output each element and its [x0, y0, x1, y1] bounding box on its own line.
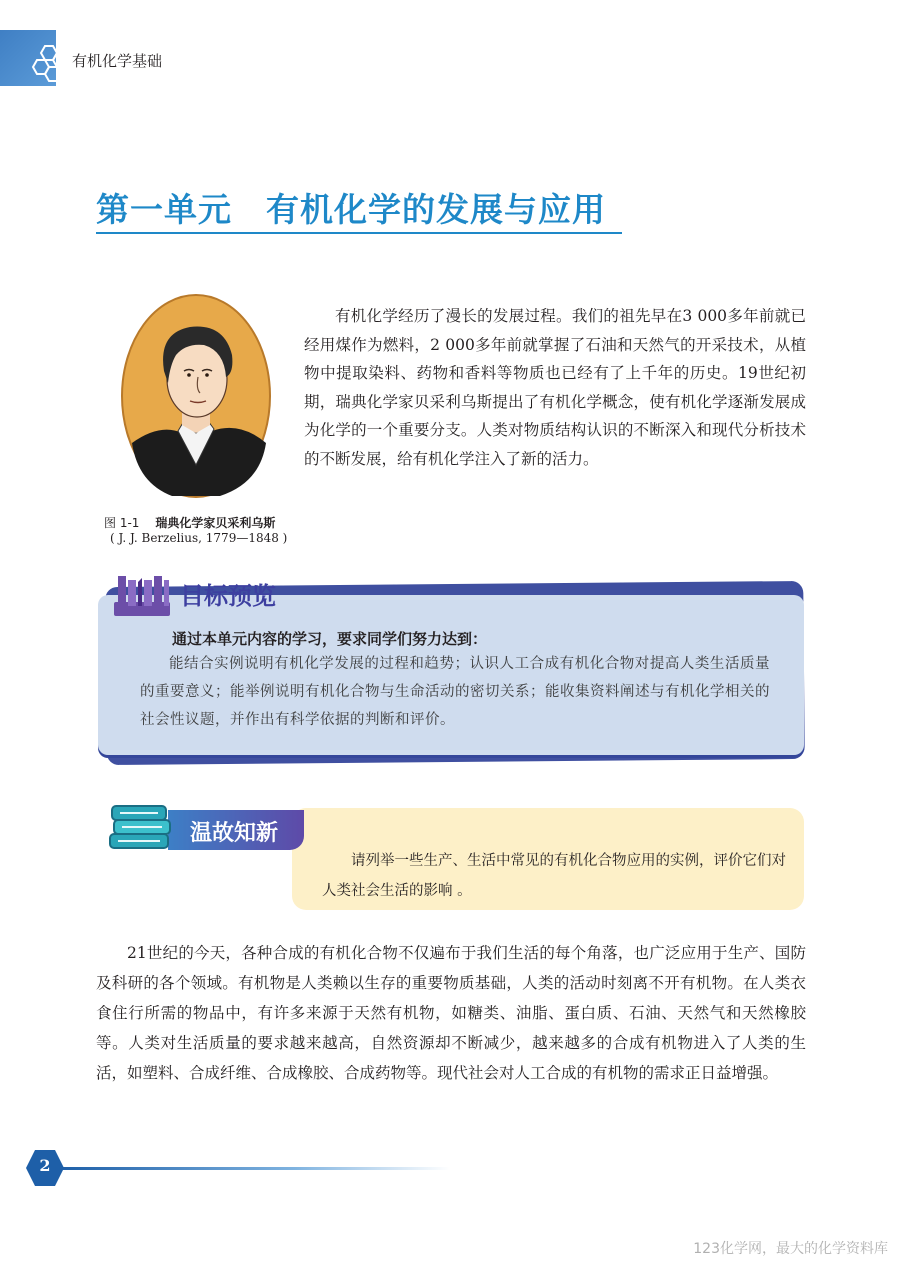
objectives-heading: 目标预览 [180, 582, 276, 610]
watermark: 123化学网，最大的化学资料库 [693, 1241, 888, 1257]
figure-caption-text: 瑞典化学家贝采利乌斯 [155, 516, 276, 530]
review-text: 请列举一些生产、生活中常见的有机化合物应用的实例，评价它们对人类社会生活的影响 。 [322, 853, 786, 899]
unit-title: 有机化学的发展与应用 [266, 190, 606, 229]
figure-subcaption: ( J. J. Berzelius, 1779—1848 ) [110, 531, 288, 545]
open-book-icon [112, 572, 172, 618]
objectives-lead: 通过本单元内容的学习，要求同学们努力达到： [172, 630, 488, 648]
page-number-line [60, 1167, 450, 1170]
figure-caption [104, 514, 275, 531]
unit-label: 第一单元 [96, 190, 232, 229]
page-number: 2 [39, 1156, 51, 1175]
unit-heading [96, 184, 606, 231]
book-stack-icon [106, 798, 176, 854]
figure-number: 图 1-1 [104, 516, 140, 530]
berzelius-portrait [120, 293, 272, 499]
intro-paragraph: 有机化学经历了漫长的发展过程。我们的祖先早在3 000多年前就已经用煤作为燃料，2 000多年前就掌握了石油和天然气的开采技术，从植物中提取染料、药物和香料等物质也已经有了上千年的历史。19世纪初期，瑞典化学家贝采利乌斯提出了有机化学概念，使有机化学逐渐发展成为化学的一个重要分支。人类对物质结构认识的不断深入和现代分析技术的不断发展，给有机化学注入了新的活力。 [304, 307, 806, 468]
title-underline [96, 232, 622, 234]
body-paragraph: 21世纪的今天，各种合成的有机化合物不仅遍布于我们生活的每个角落，也广泛应用于生产、国防及科研的各个领域。有机物是人类赖以生存的重要物质基础，人类的活动时刻离不开有机物。在人类衣食住行所需的物品中，有许多来源于天然有机物，如糖类、油脂、蛋白质、石油、天然气和天然橡胶等。人类对生活质量的要求越来越高，自然资源却不断减少，越来越多的合成有机物进入了人类的生活，如塑料、合成纤维、合成橡胶、合成药物等。现代社会对人工合成的有机物的需求正日益增强。 [96, 944, 806, 1082]
hexagon-cluster-icon [30, 44, 74, 84]
review-heading: 温故知新 [190, 821, 279, 846]
book-title: 有机化学基础 [72, 52, 163, 70]
objectives-text: 能结合实例说明有机化学发展的过程和趋势；认识人工合成有机化合物对提高人类生活质量的重要意义；能举例说明有机化合物与生命活动的密切关系；能收集资料阐述与有机化学相关的社会性议题，并作出有科学依据的判断和评价。 [140, 656, 770, 728]
